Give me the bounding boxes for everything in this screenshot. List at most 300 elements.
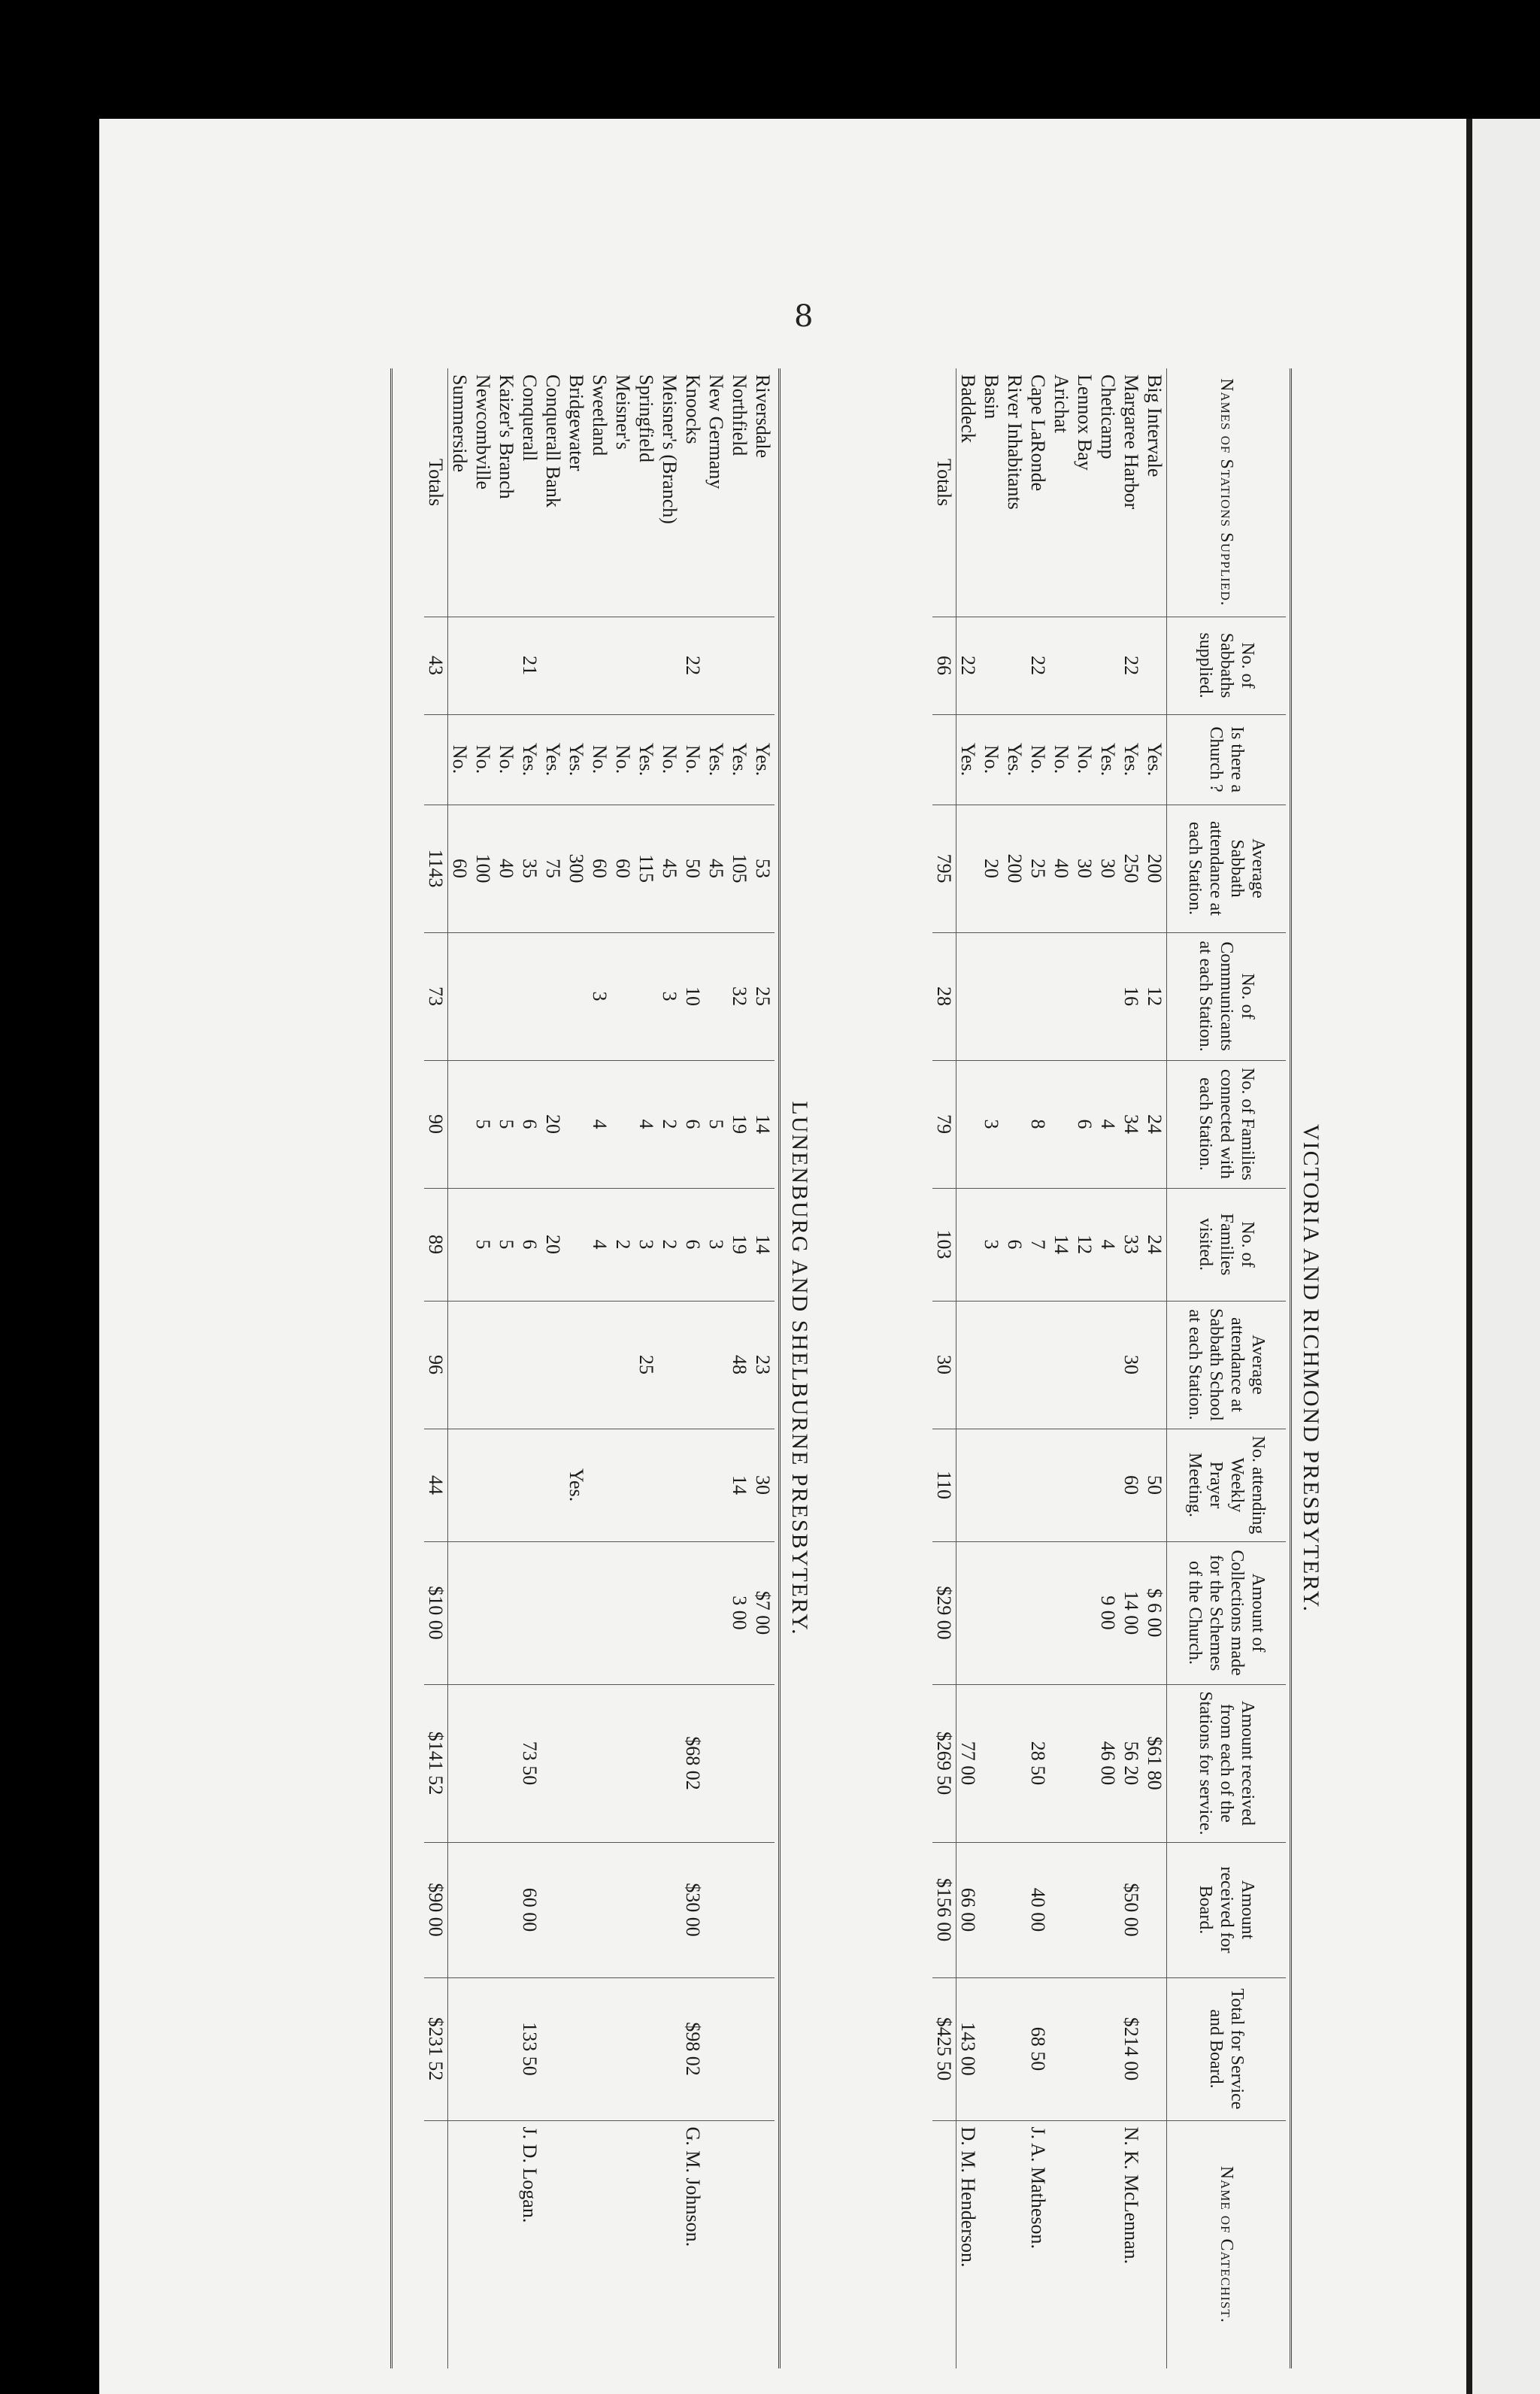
table-cell [611, 1060, 635, 1188]
table-cell [1073, 1977, 1096, 2120]
table-cell: 200 [1003, 805, 1026, 932]
totals-cell: $425 50 [932, 1977, 956, 2120]
totals-cell: $29 00 [932, 1541, 956, 1684]
table-cell [751, 617, 775, 714]
table-cell [1096, 932, 1120, 1060]
table-cell [448, 1188, 472, 1301]
table-cell [705, 1429, 728, 1541]
totals-cell: 110 [932, 1429, 956, 1541]
table-cell: 3 [980, 1060, 1003, 1188]
table-cell: Yes. [728, 714, 751, 805]
table-row [565, 368, 588, 2368]
table-cell [495, 1684, 518, 1842]
table-cell [471, 1301, 495, 1429]
table-cell: No. [681, 714, 705, 805]
table-cell [658, 1977, 681, 2120]
table-cell [980, 1541, 1003, 1684]
catechist-name [588, 2120, 611, 2368]
table-cell: 34 [1120, 1060, 1143, 1188]
table-cell: 3 [980, 1188, 1003, 1301]
table-cell: 75 [541, 805, 565, 932]
table-cell [635, 1541, 658, 1684]
station-name: Summerside [449, 374, 471, 472]
table-cell: 5 [705, 1060, 728, 1188]
table-cell [588, 617, 611, 714]
table-cell [1003, 617, 1026, 714]
table-cell [495, 1429, 518, 1541]
station-name: Cape LaRonde [1027, 374, 1049, 492]
table-row [1096, 368, 1120, 2368]
table-cell [611, 1842, 635, 1977]
table-cell: 4 [635, 1060, 658, 1188]
table-cell [565, 932, 588, 1060]
totals-cell: $156 00 [932, 1842, 956, 1977]
table-cell [611, 1977, 635, 2120]
totals-cell: $141 52 [424, 1684, 448, 1842]
table-cell [471, 1977, 495, 2120]
table-cell [588, 1842, 611, 1977]
column-header: No. of Families connected with each Station. [1167, 1060, 1287, 1188]
table-cell: 22 [956, 617, 981, 714]
table-cell [611, 932, 635, 1060]
table-cell [751, 1977, 775, 2120]
table-cell [565, 1301, 588, 1429]
catechist-name: J. A. Matheson. [1026, 2120, 1050, 2368]
table-cell: Yes. [1096, 714, 1120, 805]
table-cell: Yes. [1143, 714, 1167, 805]
table-cell [705, 1301, 728, 1429]
table-cell: Yes. [751, 714, 775, 805]
table-cell [658, 1541, 681, 1684]
table-cell [541, 932, 565, 1060]
table-cell [635, 1429, 658, 1541]
table-cell [1003, 1842, 1026, 1977]
table-cell [1026, 932, 1050, 1060]
table-cell: 9 00 [1096, 1541, 1120, 1684]
table-cell [681, 1541, 705, 1684]
station-name: Lennox Bay [1074, 374, 1096, 471]
table-cell [1143, 617, 1167, 714]
catechist-name [728, 2120, 751, 2368]
table-cell [1026, 1301, 1050, 1429]
table-cell [611, 1429, 635, 1541]
table-cell: 12 [1143, 932, 1167, 1060]
table-cell [956, 1429, 981, 1541]
table-cell [1073, 1541, 1096, 1684]
column-header: Average attendance at Sabbath School at each Station. [1167, 1301, 1287, 1429]
table-cell: 45 [658, 805, 681, 932]
table-cell: Yes. [635, 714, 658, 805]
table-cell [588, 1541, 611, 1684]
table-cell: 21 [518, 617, 541, 714]
table-row [518, 368, 541, 2368]
table-row [448, 368, 472, 2368]
catechist-name [541, 2120, 565, 2368]
catechist-name [565, 2120, 588, 2368]
table-cell [1096, 1977, 1120, 2120]
totals-cell: 795 [932, 805, 956, 932]
table-cell: 6 [518, 1188, 541, 1301]
table-cell: $30 00 [681, 1842, 705, 1977]
table-cell [658, 1842, 681, 1977]
table-cell: 3 00 [728, 1541, 751, 1684]
table-row [751, 368, 775, 2368]
table-cell: 2 [611, 1188, 635, 1301]
table-cell: 3 [588, 932, 611, 1060]
station-name: Arichat [1050, 374, 1072, 433]
column-header: Name of Catechist. [1167, 2120, 1287, 2368]
table-row [495, 368, 518, 2368]
table-cell [448, 1977, 472, 2120]
table-cell: 28 50 [1026, 1684, 1050, 1842]
table-cell [1096, 1301, 1120, 1429]
table-cell [728, 617, 751, 714]
table-cell [565, 1684, 588, 1842]
station-name: Kaizer's Branch [496, 374, 517, 499]
table-cell [635, 1977, 658, 2120]
table-cell: Yes. [541, 714, 565, 805]
table-cell: 300 [565, 805, 588, 932]
table-cell [1003, 1684, 1026, 1842]
totals-cell [932, 2120, 956, 2368]
table-cell: Yes. [565, 714, 588, 805]
totals-cell: 44 [424, 1429, 448, 1541]
table-cell [956, 805, 981, 932]
table-row [681, 368, 705, 2368]
table-cell [1050, 1684, 1073, 1842]
table-cell [1073, 1842, 1096, 1977]
table-cell [1003, 1060, 1026, 1188]
table-cell [705, 1541, 728, 1684]
table-row [635, 368, 658, 2368]
table-cell: 143 00 [956, 1977, 981, 2120]
table-cell: 60 [1120, 1429, 1143, 1541]
table-cell: 23 [751, 1301, 775, 1429]
table-cell: 25 [635, 1301, 658, 1429]
table-cell: 4 [588, 1188, 611, 1301]
table-cell: 32 [728, 932, 751, 1060]
table-cell [956, 1541, 981, 1684]
table-cell [705, 932, 728, 1060]
table-cell [1143, 1977, 1167, 2120]
bottom-rule [390, 368, 393, 2368]
table-cell: 24 [1143, 1060, 1167, 1188]
table-cell [635, 1684, 658, 1842]
totals-cell: 28 [932, 932, 956, 1060]
table-cell [588, 1977, 611, 2120]
catechist-name [448, 2120, 472, 2368]
table-cell [471, 932, 495, 1060]
table-cell [681, 1301, 705, 1429]
table-cell [565, 1188, 588, 1301]
totals-cell [424, 714, 448, 805]
table-cell: 48 [728, 1301, 751, 1429]
table-cell [588, 1684, 611, 1842]
station-name: Bridgewater [565, 374, 587, 471]
table-cell: 8 [1026, 1060, 1050, 1188]
column-header: No. attending Weekly Prayer Meeting. [1167, 1429, 1287, 1541]
table-cell [980, 932, 1003, 1060]
table-cell: 5 [471, 1188, 495, 1301]
section-title-lunenburg: LUNENBURG AND SHELBURNE PRESBYTERY. [787, 1101, 812, 1636]
table-cell [611, 1301, 635, 1429]
table-cell [705, 1977, 728, 2120]
table-cell: 20 [541, 1188, 565, 1301]
table-cell: 12 [1073, 1188, 1096, 1301]
column-header: No. of Families visited. [1167, 1188, 1287, 1301]
table-cell: 5 [495, 1060, 518, 1188]
table-cell: $98 02 [681, 1977, 705, 2120]
table-cell: 6 [518, 1060, 541, 1188]
table-cell: No. [658, 714, 681, 805]
catechist-name [980, 2120, 1003, 2368]
table-cell [1050, 1301, 1073, 1429]
table-cell: No. [588, 714, 611, 805]
column-header: Amount received from each of the Stations for service. [1167, 1684, 1287, 1842]
table-cell: No. [495, 714, 518, 805]
table-cell [658, 617, 681, 714]
totals-cell: $90 00 [424, 1842, 448, 1977]
table-row [611, 368, 635, 2368]
table-cell: 40 [1050, 805, 1073, 932]
victoria-table [932, 368, 1286, 2368]
table-cell [956, 932, 981, 1060]
catechist-name: G. M. Johnson. [681, 2120, 705, 2368]
catechist-name [495, 2120, 518, 2368]
adjacent-page [1472, 119, 1540, 2394]
table-row [658, 368, 681, 2368]
top-rule [1290, 368, 1292, 2368]
table-cell [980, 1429, 1003, 1541]
table-cell [495, 1301, 518, 1429]
table-cell [1143, 1842, 1167, 1977]
station-name: Conquerall Bank [542, 374, 564, 508]
table-row [588, 368, 611, 2368]
table-cell: $61 80 [1143, 1684, 1167, 1842]
table-cell: $214 00 [1120, 1977, 1143, 2120]
table-cell: 16 [1120, 932, 1143, 1060]
table-cell [495, 1842, 518, 1977]
table-cell [588, 1301, 611, 1429]
table-cell [635, 932, 658, 1060]
catechist-name [1050, 2120, 1073, 2368]
table-cell [495, 1977, 518, 2120]
table-cell [705, 1684, 728, 1842]
table-cell: 14 [751, 1060, 775, 1188]
table-cell [448, 1429, 472, 1541]
table-cell [980, 1977, 1003, 2120]
catechist-name [1003, 2120, 1026, 2368]
totals-cell: 73 [424, 932, 448, 1060]
station-name: Riversdale [752, 374, 774, 459]
totals-cell [424, 2120, 448, 2368]
table-cell: 30 [1120, 1301, 1143, 1429]
table-row [956, 368, 981, 2368]
table-cell: 4 [588, 1060, 611, 1188]
table-cell [1096, 617, 1120, 714]
table-cell: 56 20 [1120, 1684, 1143, 1842]
table-cell: 115 [635, 805, 658, 932]
station-name: Big Intervale [1144, 374, 1166, 477]
table-cell: 200 [1143, 805, 1167, 932]
catechist-name: J. D. Logan. [518, 2120, 541, 2368]
totals-cell: 30 [932, 1301, 956, 1429]
table-cell [1073, 1301, 1096, 1429]
rotated-table-stage [346, 368, 1323, 2368]
table-cell [980, 617, 1003, 714]
table-cell: 60 [448, 805, 472, 932]
station-name: Conquerall [519, 374, 541, 462]
table-cell [1050, 932, 1073, 1060]
table-cell [518, 1429, 541, 1541]
station-name: Northfield [729, 374, 750, 456]
table-cell [1050, 1429, 1073, 1541]
station-name: Basin [981, 374, 1002, 420]
column-header: Names of Stations Supplied. [1167, 368, 1287, 617]
table-cell [541, 1977, 565, 2120]
totals-label: Totals [932, 368, 956, 617]
table-cell [658, 1301, 681, 1429]
table-cell [980, 1301, 1003, 1429]
table-cell: $50 00 [1120, 1842, 1143, 1977]
table-cell: 30 [1073, 805, 1096, 932]
table-cell [495, 1541, 518, 1684]
table-cell: No. [471, 714, 495, 805]
table-row [1050, 368, 1073, 2368]
table-cell: 3 [658, 932, 681, 1060]
table-cell: 7 [1026, 1188, 1050, 1301]
table-cell: 3 [635, 1188, 658, 1301]
table-cell: Yes. [518, 714, 541, 805]
table-cell: $7 00 [751, 1541, 775, 1684]
table-cell [1096, 1842, 1120, 1977]
totals-cell: $10 00 [424, 1541, 448, 1684]
totals-cell: 96 [424, 1301, 448, 1429]
table-cell: 24 [1143, 1188, 1167, 1301]
table-cell [681, 1429, 705, 1541]
table-cell: 14 [751, 1188, 775, 1301]
table-cell [1073, 1429, 1096, 1541]
table-row [1073, 368, 1096, 2368]
table-cell [541, 1684, 565, 1842]
table-cell [1003, 1977, 1026, 2120]
table-cell [471, 1684, 495, 1842]
totals-cell: 90 [424, 1060, 448, 1188]
table-cell: 60 [588, 805, 611, 932]
table-cell: 40 00 [1026, 1842, 1050, 1977]
table-cell [1026, 1429, 1050, 1541]
table-cell: 66 00 [956, 1842, 981, 1977]
totals-cell: 43 [424, 617, 448, 714]
table-cell: No. [1073, 714, 1096, 805]
table-cell [635, 617, 658, 714]
table-cell: 50 [681, 805, 705, 932]
table-cell: $68 02 [681, 1684, 705, 1842]
table-cell: 20 [541, 1060, 565, 1188]
station-name: New Germany [705, 374, 727, 489]
column-header: No. of Sabbaths supplied. [1167, 617, 1287, 714]
table-cell: 250 [1120, 805, 1143, 932]
column-header: Average Sabbath attendance at each Station. [1167, 805, 1287, 932]
table-cell [728, 1977, 751, 2120]
table-cell [611, 1684, 635, 1842]
table-cell [518, 932, 541, 1060]
table-cell [1073, 617, 1096, 714]
catechist-name [635, 2120, 658, 2368]
table-cell [611, 1541, 635, 1684]
page-number: 8 [794, 299, 814, 334]
table-cell [565, 617, 588, 714]
middle-rule [778, 368, 781, 2368]
table-cell [658, 1429, 681, 1541]
station-name: Newcombville [472, 374, 494, 490]
table-cell [518, 1541, 541, 1684]
table-cell [705, 1842, 728, 1977]
station-name: Meisner's (Branch) [659, 374, 681, 524]
table-cell [1003, 932, 1026, 1060]
table-cell [448, 1301, 472, 1429]
table-cell: 14 [1050, 1188, 1073, 1301]
table-cell: 4 [1096, 1188, 1120, 1301]
table-cell [588, 1429, 611, 1541]
table-cell [471, 617, 495, 714]
table-cell: 5 [495, 1188, 518, 1301]
table-cell [611, 617, 635, 714]
catechist-name [705, 2120, 728, 2368]
table-cell [1003, 1541, 1026, 1684]
column-header: Total for Service and Board. [1167, 1977, 1287, 2120]
table-cell: No. [1050, 714, 1073, 805]
totals-cell: 1143 [424, 805, 448, 932]
table-cell: 19 [728, 1060, 751, 1188]
table-cell: 10 [681, 932, 705, 1060]
table-row [1003, 368, 1026, 2368]
table-row [471, 368, 495, 2368]
table-cell [728, 1842, 751, 1977]
table-cell [565, 1060, 588, 1188]
catechist-name [611, 2120, 635, 2368]
table-cell [1073, 1684, 1096, 1842]
table-cell: 60 00 [518, 1842, 541, 1977]
table-cell: 19 [728, 1188, 751, 1301]
table-cell [1026, 1541, 1050, 1684]
station-name: River Inhabitants [1004, 374, 1026, 510]
column-header: Is there a Church ? [1167, 714, 1287, 805]
table-cell: 60 [611, 805, 635, 932]
table-cell [1003, 1301, 1026, 1429]
table-cell [448, 1842, 472, 1977]
table-cell [956, 1060, 981, 1188]
station-name: Cheticamp [1097, 374, 1119, 459]
table-cell: 6 [681, 1188, 705, 1301]
table-cell: 50 [1143, 1429, 1167, 1541]
table-cell: 4 [1096, 1060, 1120, 1188]
station-name: Margaree Harbor [1120, 374, 1142, 510]
table-cell: 20 [980, 805, 1003, 932]
column-header: Amount of Collections made for the Schemes of the Church. [1167, 1541, 1287, 1684]
table-cell [448, 617, 472, 714]
table-cell: 33 [1120, 1188, 1143, 1301]
table-cell [1050, 1977, 1073, 2120]
station-name: Knoocks [682, 374, 704, 444]
table-cell: 105 [728, 805, 751, 932]
table-cell: 77 00 [956, 1684, 981, 1842]
table-cell [980, 1842, 1003, 1977]
table-cell [1050, 1842, 1073, 1977]
table-cell [448, 932, 472, 1060]
table-cell [1143, 1301, 1167, 1429]
table-cell [980, 1684, 1003, 1842]
